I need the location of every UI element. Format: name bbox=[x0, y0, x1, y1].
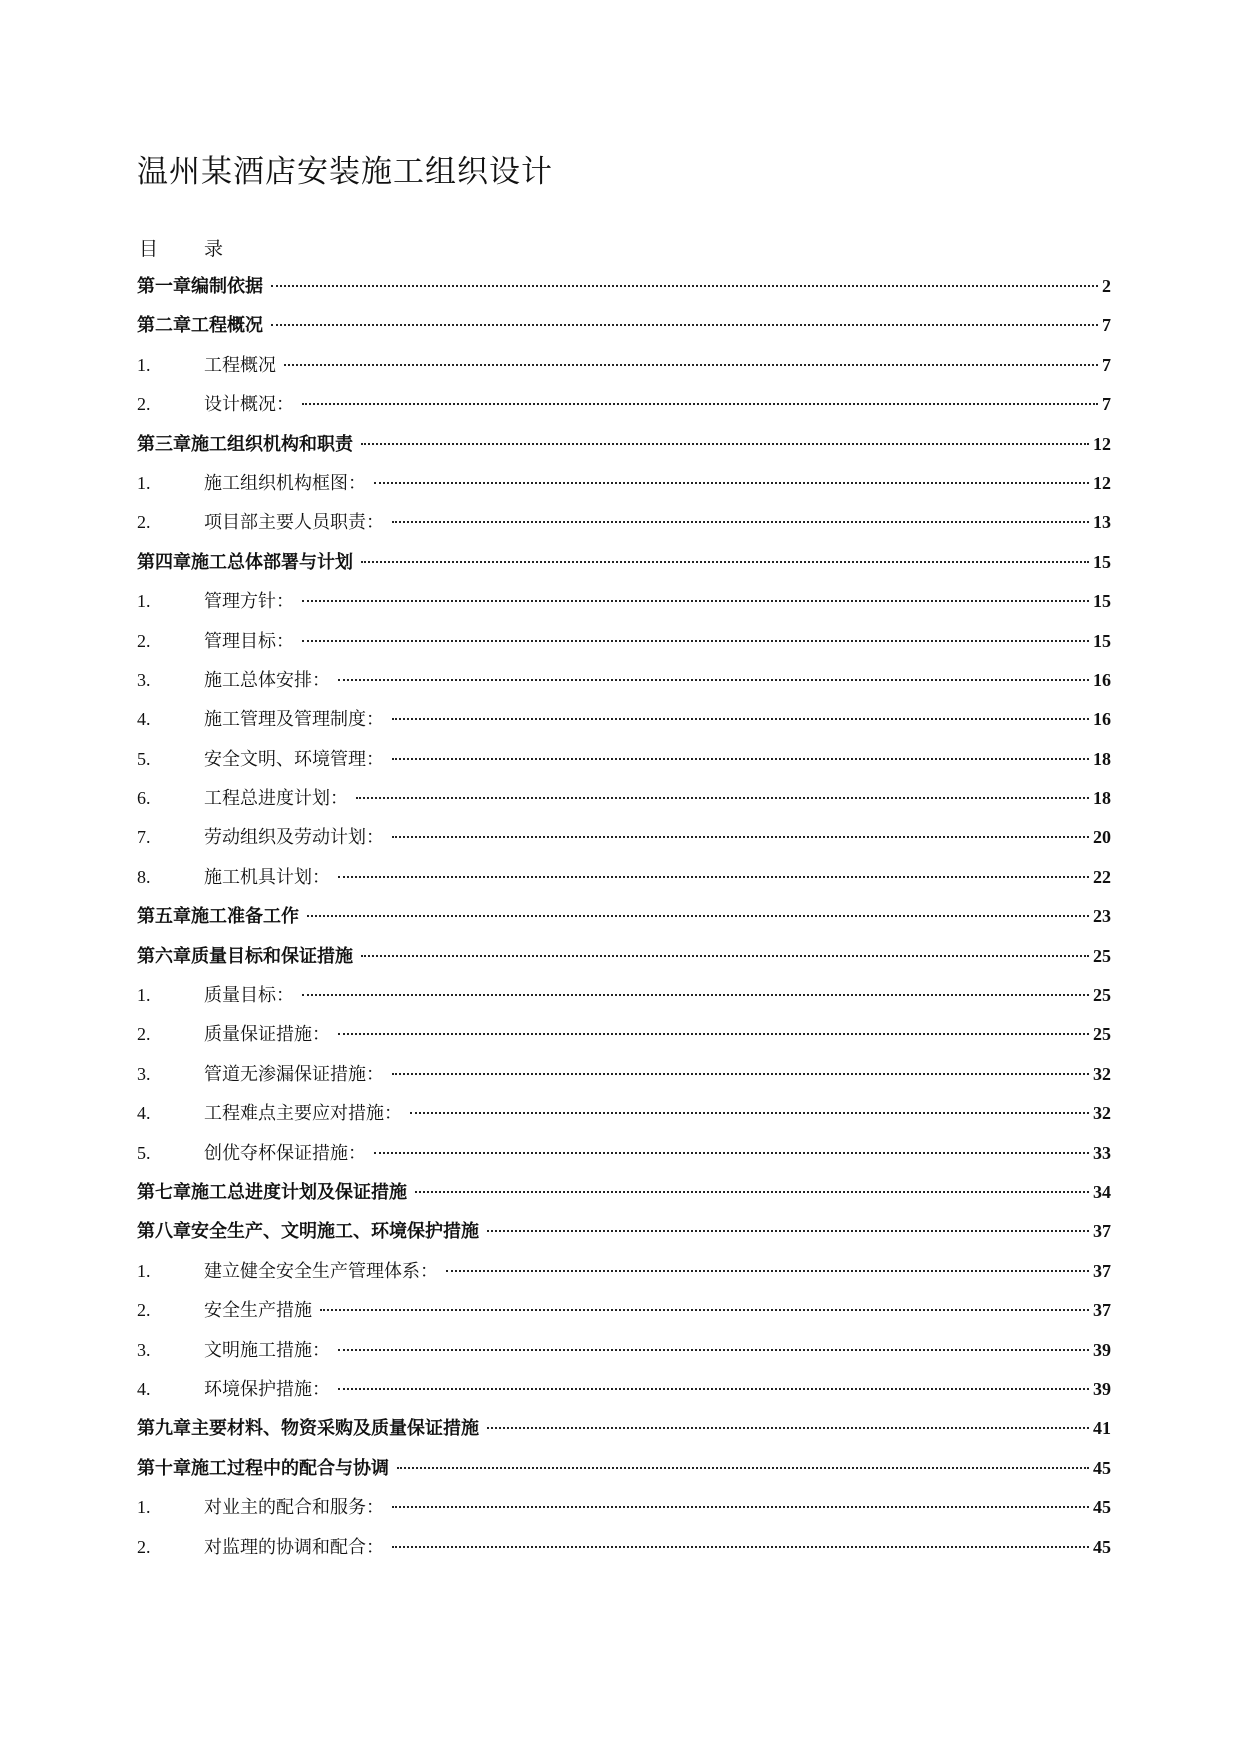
toc-entry-title: 安全文明、环境管理： bbox=[204, 748, 384, 770]
toc-chapter-entry[interactable] bbox=[137, 1449, 1111, 1488]
toc-section-entry[interactable] bbox=[137, 1488, 1111, 1527]
toc-entry-number: 3. bbox=[137, 669, 151, 690]
toc-entry-title: 工程概况 bbox=[204, 354, 276, 376]
toc-entry-number: 6. bbox=[137, 788, 151, 809]
toc-page-number: 45 bbox=[1093, 1536, 1111, 1557]
toc-dot-leader bbox=[338, 1033, 1089, 1035]
toc-entry-number: 3. bbox=[137, 1339, 151, 1360]
toc-heading: 目 录 bbox=[139, 238, 244, 260]
toc-page-number: 37 bbox=[1093, 1300, 1111, 1321]
toc-entry-title: 第七章施工总进度计划及保证措施 bbox=[137, 1181, 407, 1203]
toc-page-number: 16 bbox=[1093, 669, 1111, 690]
toc-page-number: 13 bbox=[1093, 512, 1111, 533]
toc-chapter-entry[interactable] bbox=[137, 897, 1111, 936]
toc-entry-title: 安全生产措施 bbox=[204, 1300, 312, 1322]
toc-section-entry[interactable] bbox=[137, 464, 1111, 503]
toc-dot-leader bbox=[361, 561, 1089, 563]
toc-section-entry[interactable] bbox=[137, 858, 1111, 897]
toc-entry-number: 5. bbox=[137, 748, 151, 769]
toc-dot-leader bbox=[302, 640, 1089, 642]
toc-entry-title: 第二章工程概况 bbox=[137, 315, 263, 337]
toc-chapter-entry[interactable] bbox=[137, 543, 1111, 582]
toc-dot-leader bbox=[361, 443, 1089, 445]
toc-page-number: 20 bbox=[1093, 827, 1111, 848]
toc-chapter-entry[interactable] bbox=[137, 267, 1111, 306]
toc-section-entry[interactable] bbox=[137, 346, 1111, 385]
toc-section-entry[interactable] bbox=[137, 1528, 1111, 1567]
toc-page-number: 25 bbox=[1093, 985, 1111, 1006]
toc-dot-leader bbox=[415, 1191, 1089, 1193]
toc-page-number: 12 bbox=[1093, 472, 1111, 493]
toc-section-entry[interactable] bbox=[137, 740, 1111, 779]
document-title: 温州某酒店安装施工组织设计 bbox=[137, 154, 553, 190]
toc-section-entry[interactable] bbox=[137, 1291, 1111, 1330]
toc-page-number: 23 bbox=[1093, 906, 1111, 927]
toc-entry-title: 项目部主要人员职责： bbox=[204, 512, 384, 534]
toc-chapter-entry[interactable] bbox=[137, 937, 1111, 976]
toc-page-number: 39 bbox=[1093, 1378, 1111, 1399]
toc-entry-number: 2. bbox=[137, 394, 151, 415]
toc-section-entry[interactable] bbox=[137, 976, 1111, 1015]
toc-page-number: 45 bbox=[1093, 1457, 1111, 1478]
toc-chapter-entry[interactable] bbox=[137, 425, 1111, 464]
toc-section-entry[interactable] bbox=[137, 1134, 1111, 1173]
toc-entry-number: 3. bbox=[137, 1063, 151, 1084]
toc-page-number: 41 bbox=[1093, 1418, 1111, 1439]
toc-entry-title: 第八章安全生产、文明施工、环境保护措施 bbox=[137, 1221, 479, 1243]
toc-entry-number: 2. bbox=[137, 1300, 151, 1321]
toc-dot-leader bbox=[338, 1349, 1089, 1351]
toc-entry-title: 质量目标： bbox=[204, 985, 294, 1007]
toc-section-entry[interactable] bbox=[137, 622, 1111, 661]
toc-entry-title: 创优夺杯保证措施： bbox=[204, 1142, 366, 1164]
toc-section-entry[interactable] bbox=[137, 1370, 1111, 1409]
toc-entry-title: 设计概况： bbox=[204, 394, 294, 416]
toc-dot-leader bbox=[410, 1112, 1089, 1114]
toc-entry-title: 施工机具计划： bbox=[204, 866, 330, 888]
toc-section-entry[interactable] bbox=[137, 818, 1111, 857]
toc-entry-title: 施工管理及管理制度： bbox=[204, 709, 384, 731]
toc-dot-leader bbox=[392, 1546, 1089, 1548]
toc-chapter-entry[interactable] bbox=[137, 1409, 1111, 1448]
toc-entry-number: 1. bbox=[137, 1260, 151, 1281]
toc-entry-title: 第五章施工准备工作 bbox=[137, 906, 299, 928]
toc-section-entry[interactable] bbox=[137, 1055, 1111, 1094]
toc-page-number: 16 bbox=[1093, 709, 1111, 730]
toc-page-number: 25 bbox=[1093, 945, 1111, 966]
toc-chapter-entry[interactable] bbox=[137, 306, 1111, 345]
toc-dot-leader bbox=[392, 1506, 1089, 1508]
toc-dot-leader bbox=[320, 1309, 1089, 1311]
toc-entry-title: 工程难点主要应对措施： bbox=[204, 1103, 402, 1125]
toc-dot-leader bbox=[338, 876, 1089, 878]
toc-section-entry[interactable] bbox=[137, 385, 1111, 424]
toc-section-entry[interactable] bbox=[137, 700, 1111, 739]
toc-section-entry[interactable] bbox=[137, 1015, 1111, 1054]
toc-entry-title: 质量保证措施： bbox=[204, 1024, 330, 1046]
toc-entry-number: 1. bbox=[137, 591, 151, 612]
toc-entry-title: 第六章质量目标和保证措施 bbox=[137, 945, 353, 967]
toc-page-number: 25 bbox=[1093, 1024, 1111, 1045]
toc-entry-title: 第十章施工过程中的配合与协调 bbox=[137, 1457, 389, 1479]
toc-dot-leader bbox=[487, 1427, 1089, 1429]
toc-entry-number: 7. bbox=[137, 827, 151, 848]
toc-section-entry[interactable] bbox=[137, 1331, 1111, 1370]
toc-entry-title: 管道无渗漏保证措施： bbox=[204, 1063, 384, 1085]
toc-entry-title: 管理目标： bbox=[204, 630, 294, 652]
toc-page-number: 15 bbox=[1093, 591, 1111, 612]
toc-entry-number: 5. bbox=[137, 1142, 151, 1163]
toc-dot-leader bbox=[361, 955, 1089, 957]
toc-entry-title: 文明施工措施： bbox=[204, 1339, 330, 1361]
toc-dot-leader bbox=[392, 758, 1089, 760]
toc-entry-number: 2. bbox=[137, 1024, 151, 1045]
toc-page-number: 7 bbox=[1102, 354, 1111, 375]
toc-section-entry[interactable] bbox=[137, 1252, 1111, 1291]
toc-entry-number: 4. bbox=[137, 709, 151, 730]
toc-page-number: 15 bbox=[1093, 551, 1111, 572]
toc-entry-number: 1. bbox=[137, 472, 151, 493]
toc-entry-title: 管理方针： bbox=[204, 591, 294, 613]
toc-entry-number: 1. bbox=[137, 985, 151, 1006]
toc-entry-title: 施工总体安排： bbox=[204, 669, 330, 691]
toc-entry-number: 1. bbox=[137, 1497, 151, 1518]
toc-entry-number: 2. bbox=[137, 630, 151, 651]
toc-entry-title: 建立健全安全生产管理体系： bbox=[204, 1260, 438, 1282]
toc-dot-leader bbox=[271, 324, 1098, 326]
toc-entry-number: 2. bbox=[137, 1536, 151, 1557]
toc-entry-number: 4. bbox=[137, 1103, 151, 1124]
toc-dot-leader bbox=[392, 521, 1089, 523]
toc-dot-leader bbox=[302, 403, 1098, 405]
toc-dot-leader bbox=[356, 797, 1089, 799]
toc-page-number: 18 bbox=[1093, 748, 1111, 769]
toc-dot-leader bbox=[302, 994, 1089, 996]
toc-page-number: 37 bbox=[1093, 1221, 1111, 1242]
toc-section-entry[interactable] bbox=[137, 661, 1111, 700]
toc-dot-leader bbox=[446, 1270, 1089, 1272]
toc-page-number: 22 bbox=[1093, 866, 1111, 887]
toc-entry-title: 第四章施工总体部署与计划 bbox=[137, 551, 353, 573]
toc-section-entry[interactable] bbox=[137, 1094, 1111, 1133]
toc-page-number: 2 bbox=[1102, 276, 1111, 296]
toc-page-number: 12 bbox=[1093, 433, 1111, 454]
toc-page-number: 7 bbox=[1102, 394, 1111, 415]
toc-section-entry[interactable] bbox=[137, 779, 1111, 818]
toc-entry-title: 施工组织机构框图： bbox=[204, 472, 366, 494]
toc-entry-title: 第九章主要材料、物资采购及质量保证措施 bbox=[137, 1418, 479, 1440]
toc-chapter-entry[interactable] bbox=[137, 1212, 1111, 1251]
toc-dot-leader bbox=[338, 1388, 1089, 1390]
toc-page-number: 37 bbox=[1093, 1260, 1111, 1281]
toc-page-number: 45 bbox=[1093, 1497, 1111, 1518]
toc-entry-title: 劳动组织及劳动计划： bbox=[204, 827, 384, 849]
toc-dot-leader bbox=[302, 600, 1089, 602]
toc-dot-leader bbox=[338, 679, 1089, 681]
toc-entry-number: 4. bbox=[137, 1378, 151, 1399]
table-of-contents bbox=[137, 267, 1111, 1567]
toc-entry-number: 8. bbox=[137, 866, 151, 887]
toc-dot-leader bbox=[284, 364, 1098, 366]
toc-page-number: 33 bbox=[1093, 1142, 1111, 1163]
toc-page-number: 18 bbox=[1093, 788, 1111, 809]
toc-chapter-entry[interactable] bbox=[137, 1173, 1111, 1212]
toc-entry-number: 1. bbox=[137, 354, 151, 375]
toc-page-number: 32 bbox=[1093, 1103, 1111, 1124]
toc-entry-title: 对业主的配合和服务： bbox=[204, 1497, 384, 1519]
toc-entry-title: 环境保护措施： bbox=[204, 1378, 330, 1400]
toc-page-number: 34 bbox=[1093, 1181, 1111, 1202]
toc-dot-leader bbox=[487, 1230, 1089, 1232]
toc-dot-leader bbox=[374, 482, 1089, 484]
toc-section-entry[interactable] bbox=[137, 503, 1111, 542]
toc-dot-leader bbox=[392, 836, 1089, 838]
toc-page-number: 32 bbox=[1093, 1063, 1111, 1084]
toc-entry-title: 第三章施工组织机构和职责 bbox=[137, 433, 353, 455]
toc-page-number: 7 bbox=[1102, 315, 1111, 336]
toc-section-entry[interactable] bbox=[137, 582, 1111, 621]
toc-dot-leader bbox=[307, 915, 1089, 917]
toc-entry-title: 工程总进度计划： bbox=[204, 788, 348, 810]
toc-dot-leader bbox=[374, 1152, 1089, 1154]
toc-entry-number: 2. bbox=[137, 512, 151, 533]
toc-dot-leader bbox=[397, 1467, 1089, 1469]
toc-dot-leader bbox=[392, 1073, 1089, 1075]
toc-page-number: 39 bbox=[1093, 1339, 1111, 1360]
toc-entry-title: 第一章编制依据 bbox=[137, 276, 263, 297]
toc-dot-leader bbox=[392, 718, 1089, 720]
toc-entry-title: 对监理的协调和配合： bbox=[204, 1536, 384, 1558]
toc-page-number: 15 bbox=[1093, 630, 1111, 651]
toc-dot-leader bbox=[271, 285, 1098, 287]
